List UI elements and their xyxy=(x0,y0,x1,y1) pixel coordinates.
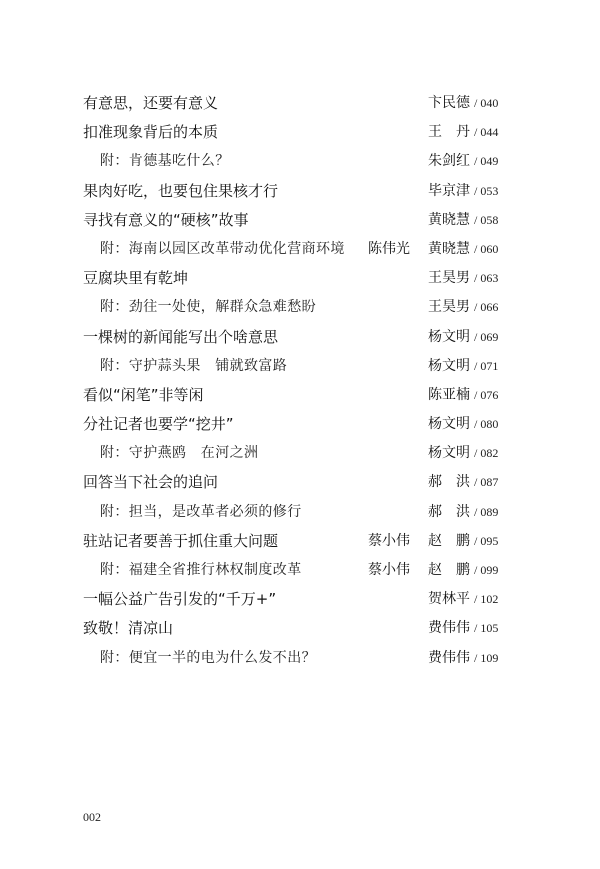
entry-page-ref: / 044 xyxy=(474,125,499,140)
toc-entry xyxy=(0,323,600,352)
entry-title: 有意思，还要有意义 xyxy=(83,94,219,112)
entry-author: 朱剑红 xyxy=(428,153,470,170)
toc-appendix-entry xyxy=(0,439,600,468)
toc-entry xyxy=(0,527,600,556)
entry-page-ref: / 087 xyxy=(474,475,499,490)
toc-appendix-entry xyxy=(0,644,600,673)
entry-title: 一棵树的新闻能写出个啥意思 xyxy=(83,327,279,346)
appendix-title: 附：肯德基吃什么？ xyxy=(100,153,230,170)
entry-page-ref: / 040 xyxy=(474,96,499,110)
entry-title: 豆腐块里有乾坤 xyxy=(83,269,189,288)
entry-page-ref: / 082 xyxy=(474,446,499,461)
appendix-title: 附：担当，是改革者必须的修行 xyxy=(100,503,302,520)
entry-page-ref: / 105 xyxy=(474,621,499,636)
entry-author: 卞民德 xyxy=(428,95,470,111)
appendix-title: 附：劲往一处使，解群众急难愁盼 xyxy=(100,299,316,316)
entry-coauthor: 陈伟光 xyxy=(368,240,410,257)
appendix-title: 附：便宜一半的电为什么发不出？ xyxy=(100,649,316,666)
entry-page-ref: / 066 xyxy=(474,300,499,315)
entry-author: 王昊男 xyxy=(428,270,470,287)
entry-author: 王昊男 xyxy=(428,299,470,316)
entry-page-ref: / 109 xyxy=(474,650,499,665)
entry-author: 费伟伟 xyxy=(428,620,470,637)
entry-page-ref: / 053 xyxy=(474,183,499,198)
entry-title: 回答当下社会的追问 xyxy=(83,473,219,492)
toc-entry xyxy=(0,381,600,410)
entry-page-ref: / 102 xyxy=(474,592,499,607)
footer-page-number: 002 xyxy=(83,810,101,824)
entry-page-ref: / 080 xyxy=(474,417,499,432)
entry-author: 杨文明 xyxy=(428,445,470,462)
entry-title: 一幅公益广告引发的“千万+” xyxy=(83,590,277,609)
entry-author: 陈亚楠 xyxy=(428,386,470,403)
entry-page-ref: / 099 xyxy=(474,563,499,577)
entry-author: 杨文明 xyxy=(428,357,470,374)
toc-entry xyxy=(0,468,600,497)
entry-page-ref: / 076 xyxy=(474,387,499,402)
entry-author: 费伟伟 xyxy=(428,649,470,666)
entry-coauthor: 蔡小伟 xyxy=(368,532,410,549)
toc-appendix-entry xyxy=(0,235,600,264)
toc-entry xyxy=(0,614,600,643)
toc-appendix-entry xyxy=(0,147,600,176)
toc-entry xyxy=(0,206,600,235)
toc-entry xyxy=(0,177,600,206)
toc-entry xyxy=(0,410,600,439)
toc-appendix-entry xyxy=(0,498,600,527)
entry-title: 果肉好吃，也要包住果核才行 xyxy=(83,181,279,200)
entry-title: 致敬！清凉山 xyxy=(83,619,174,638)
entry-title: 分社记者也要学“挖井” xyxy=(83,415,234,434)
entry-title: 扣准现象背后的本质 xyxy=(83,123,219,142)
entry-page-ref: / 058 xyxy=(474,212,499,227)
entry-title: 看似“闲笔”非等闲 xyxy=(83,385,204,404)
appendix-title: 附：福建全省推行林权制度改革 xyxy=(100,562,302,578)
entry-page-ref: / 063 xyxy=(474,271,499,286)
entry-author: 黄晓慧 xyxy=(428,211,470,228)
entry-author: 赵 鹏 xyxy=(428,562,470,578)
toc-entry xyxy=(0,264,600,293)
entry-author: 郝 洪 xyxy=(428,474,470,491)
entry-page-ref: / 071 xyxy=(474,358,499,373)
entry-author: 郝 洪 xyxy=(428,503,470,520)
entry-author: 杨文明 xyxy=(428,328,470,345)
toc-appendix-entry xyxy=(0,352,600,381)
entry-page-ref: / 089 xyxy=(474,504,499,519)
entry-author: 王 丹 xyxy=(428,124,470,141)
entry-page-ref: / 095 xyxy=(474,533,499,548)
toc-appendix-entry xyxy=(0,293,600,322)
entry-author: 黄晓慧 xyxy=(428,240,470,257)
appendix-title: 附：守护蒜头果 铺就致富路 xyxy=(100,357,288,374)
appendix-title: 附：海南以园区改革带动优化营商环境 xyxy=(100,240,345,257)
entry-page-ref: / 049 xyxy=(474,154,499,169)
entry-author: 贺林平 xyxy=(428,591,470,608)
toc-entry xyxy=(0,118,600,147)
toc-entry xyxy=(0,89,600,118)
toc-entry xyxy=(0,585,600,614)
entry-title: 驻站记者要善于抓住重大问题 xyxy=(83,531,279,550)
appendix-title: 附：守护燕鸥 在河之洲 xyxy=(100,445,259,462)
entry-author: 赵 鹏 xyxy=(428,532,470,549)
entry-author: 毕京津 xyxy=(428,182,470,199)
entry-author: 杨文明 xyxy=(428,416,470,433)
table-of-contents xyxy=(0,89,600,673)
entry-title: 寻找有意义的“硬核”故事 xyxy=(83,210,249,229)
toc-appendix-entry xyxy=(0,556,600,585)
entry-page-ref: / 060 xyxy=(474,241,499,256)
entry-coauthor: 蔡小伟 xyxy=(368,562,410,578)
entry-page-ref: / 069 xyxy=(474,329,499,344)
